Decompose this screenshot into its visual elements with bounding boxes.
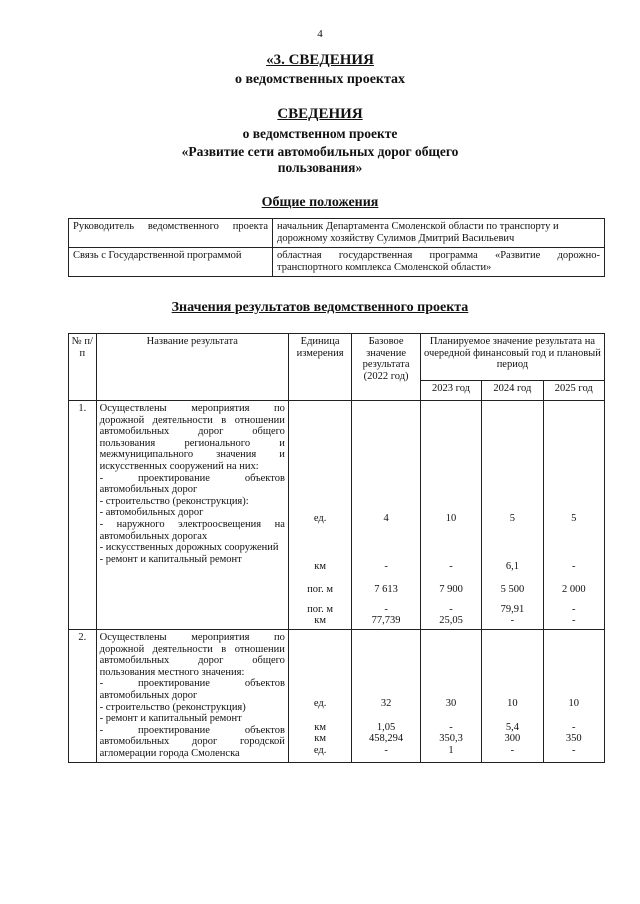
item-name: - проектирование объектов автомобильных дорог городской агломерации города Смоленска bbox=[99, 724, 285, 759]
result-name bbox=[96, 629, 288, 762]
y2025-value: - bbox=[572, 603, 576, 615]
general-row bbox=[69, 219, 605, 248]
y2024-value: 6,1 bbox=[505, 560, 519, 572]
y2023-value: - bbox=[449, 721, 453, 733]
base-value: 1,05 bbox=[376, 721, 396, 733]
base-value: 7 613 bbox=[374, 584, 398, 596]
y2025-value: 350 bbox=[565, 733, 582, 745]
item-name: - проектирование объектов автомобильных дорог bbox=[99, 472, 285, 496]
y2023-value: 7 900 bbox=[439, 584, 463, 596]
header-2025: 2025 год bbox=[543, 381, 604, 401]
base-value: 4 bbox=[383, 513, 389, 524]
y2025-value: 2 000 bbox=[561, 584, 586, 596]
item-name: - ремонт и капитальный ремонт bbox=[99, 713, 242, 725]
table-row bbox=[69, 629, 605, 762]
base-value: - bbox=[384, 744, 388, 756]
base-value: 458,294 bbox=[369, 733, 404, 745]
section-subtitle: о ведомственных проектах bbox=[234, 72, 406, 87]
item-name: - автомобильных дорог bbox=[99, 507, 204, 519]
y2025-value: 10 bbox=[568, 697, 580, 709]
y2024-value: 5,4 bbox=[505, 721, 519, 733]
base-value: 77,739 bbox=[371, 615, 401, 627]
y2024-value: 10 bbox=[507, 697, 518, 709]
base-value: - bbox=[384, 603, 388, 615]
header-2023: 2023 год bbox=[420, 381, 481, 401]
base-cell bbox=[352, 401, 421, 630]
info-title: СВЕДЕНИЯ bbox=[277, 106, 363, 122]
unit-value: км bbox=[314, 721, 326, 733]
header-planned: Планируемое значение результата на очередной финансовый год и плановый период bbox=[420, 334, 604, 381]
unit-value: ед. bbox=[313, 744, 327, 756]
header-base: Базовое значение результата (2022 год) bbox=[352, 334, 421, 401]
header-name: Название результата bbox=[96, 334, 288, 401]
unit-cell bbox=[288, 401, 351, 630]
unit-value: км bbox=[314, 733, 326, 745]
y2024-value: 5 500 bbox=[500, 584, 525, 596]
item-name: - строительство (реконструкция) bbox=[99, 701, 246, 713]
header-unit: Единица измерения bbox=[288, 334, 351, 401]
general-label: Руководитель ведомственного проекта bbox=[69, 219, 273, 248]
results-table bbox=[68, 333, 605, 763]
unit-value: пог. м bbox=[307, 603, 334, 615]
general-row bbox=[69, 248, 605, 277]
unit-cell bbox=[288, 629, 351, 762]
y2023-value: 10 bbox=[445, 513, 457, 524]
unit-value: ед. bbox=[313, 697, 327, 709]
y2023-value: 30 bbox=[445, 697, 457, 709]
item-name: - проектирование объектов автомобильных дорог bbox=[99, 678, 285, 701]
general-table bbox=[68, 218, 605, 277]
result-title: Осуществлены мероприятия по дорожной деятельности в отношении автомобильных дорог общего пользования местного значения: bbox=[99, 631, 285, 678]
unit-value: пог. м bbox=[307, 584, 334, 596]
y2023-cell bbox=[420, 629, 481, 762]
y2023-value: 350,3 bbox=[439, 733, 463, 745]
result-name bbox=[96, 401, 288, 630]
results-title: Значения результатов ведомственного проекта bbox=[171, 300, 469, 315]
project-name-line1: «Развитие сети автомобильных дорог общего bbox=[181, 144, 459, 159]
y2024-value: 79,91 bbox=[500, 603, 525, 615]
y2025-value: - bbox=[572, 615, 576, 627]
info-subtitle: о ведомственном проекте bbox=[242, 126, 398, 141]
item-name: - искусственных дорожных сооружений bbox=[99, 542, 279, 554]
header-num: № п/п bbox=[69, 334, 97, 401]
result-title: Осуществлены мероприятия по дорожной деятельности в отношении автомобильных дорог общего пользования регионального и межмуниципального значения и искусственных сооружений на них: bbox=[99, 403, 285, 472]
base-cell bbox=[352, 629, 421, 762]
y2024-value: - bbox=[510, 744, 515, 756]
page-number: 4 bbox=[317, 28, 323, 40]
base-value: 32 bbox=[380, 697, 392, 709]
y2025-value: - bbox=[572, 721, 576, 733]
y2024-cell bbox=[482, 629, 543, 762]
item-name: - строительство (реконструкция): bbox=[99, 495, 249, 507]
general-label: Связь с Государственной программой bbox=[69, 248, 273, 277]
section-title: «3. СВЕДЕНИЯ bbox=[266, 52, 374, 68]
unit-value: км bbox=[314, 615, 326, 627]
y2025-value: - bbox=[572, 744, 576, 756]
y2025-cell bbox=[543, 629, 604, 762]
y2025-value: - bbox=[572, 560, 576, 572]
y2025-value: 5 bbox=[571, 513, 577, 524]
y2024-cell bbox=[482, 401, 543, 630]
y2023-value: - bbox=[449, 560, 453, 572]
table-row bbox=[69, 401, 605, 630]
y2023-cell bbox=[420, 401, 481, 630]
general-value: начальник Департамента Смоленской области по транспорту и дорожному хозяйству Сулимов Дмитрий Васильевич bbox=[273, 219, 605, 248]
base-value: - bbox=[384, 560, 388, 572]
y2024-value: 5 bbox=[509, 513, 515, 524]
y2023-value: 1 bbox=[448, 744, 454, 756]
item-name: - ремонт и капитальный ремонт bbox=[99, 553, 242, 565]
y2023-value: 25,05 bbox=[439, 615, 463, 627]
row-number: 2. bbox=[69, 629, 97, 762]
y2024-value: - bbox=[510, 615, 515, 627]
y2025-cell bbox=[543, 401, 604, 630]
unit-value: км bbox=[314, 560, 326, 572]
project-name-line2: пользования» bbox=[277, 160, 363, 175]
header-2024: 2024 год bbox=[482, 381, 543, 401]
row-number: 1. bbox=[69, 401, 97, 630]
unit-value: ед. bbox=[313, 513, 327, 524]
item-name: - наружного электроосвещения на автомобильных дорогах bbox=[99, 518, 285, 542]
y2024-value: 300 bbox=[504, 733, 521, 745]
y2023-value: - bbox=[449, 603, 453, 615]
general-title: Общие положения bbox=[261, 195, 379, 210]
general-value: областная государственная программа «Развитие дорожно-транспортного комплекса Смоленской области» bbox=[273, 248, 605, 277]
